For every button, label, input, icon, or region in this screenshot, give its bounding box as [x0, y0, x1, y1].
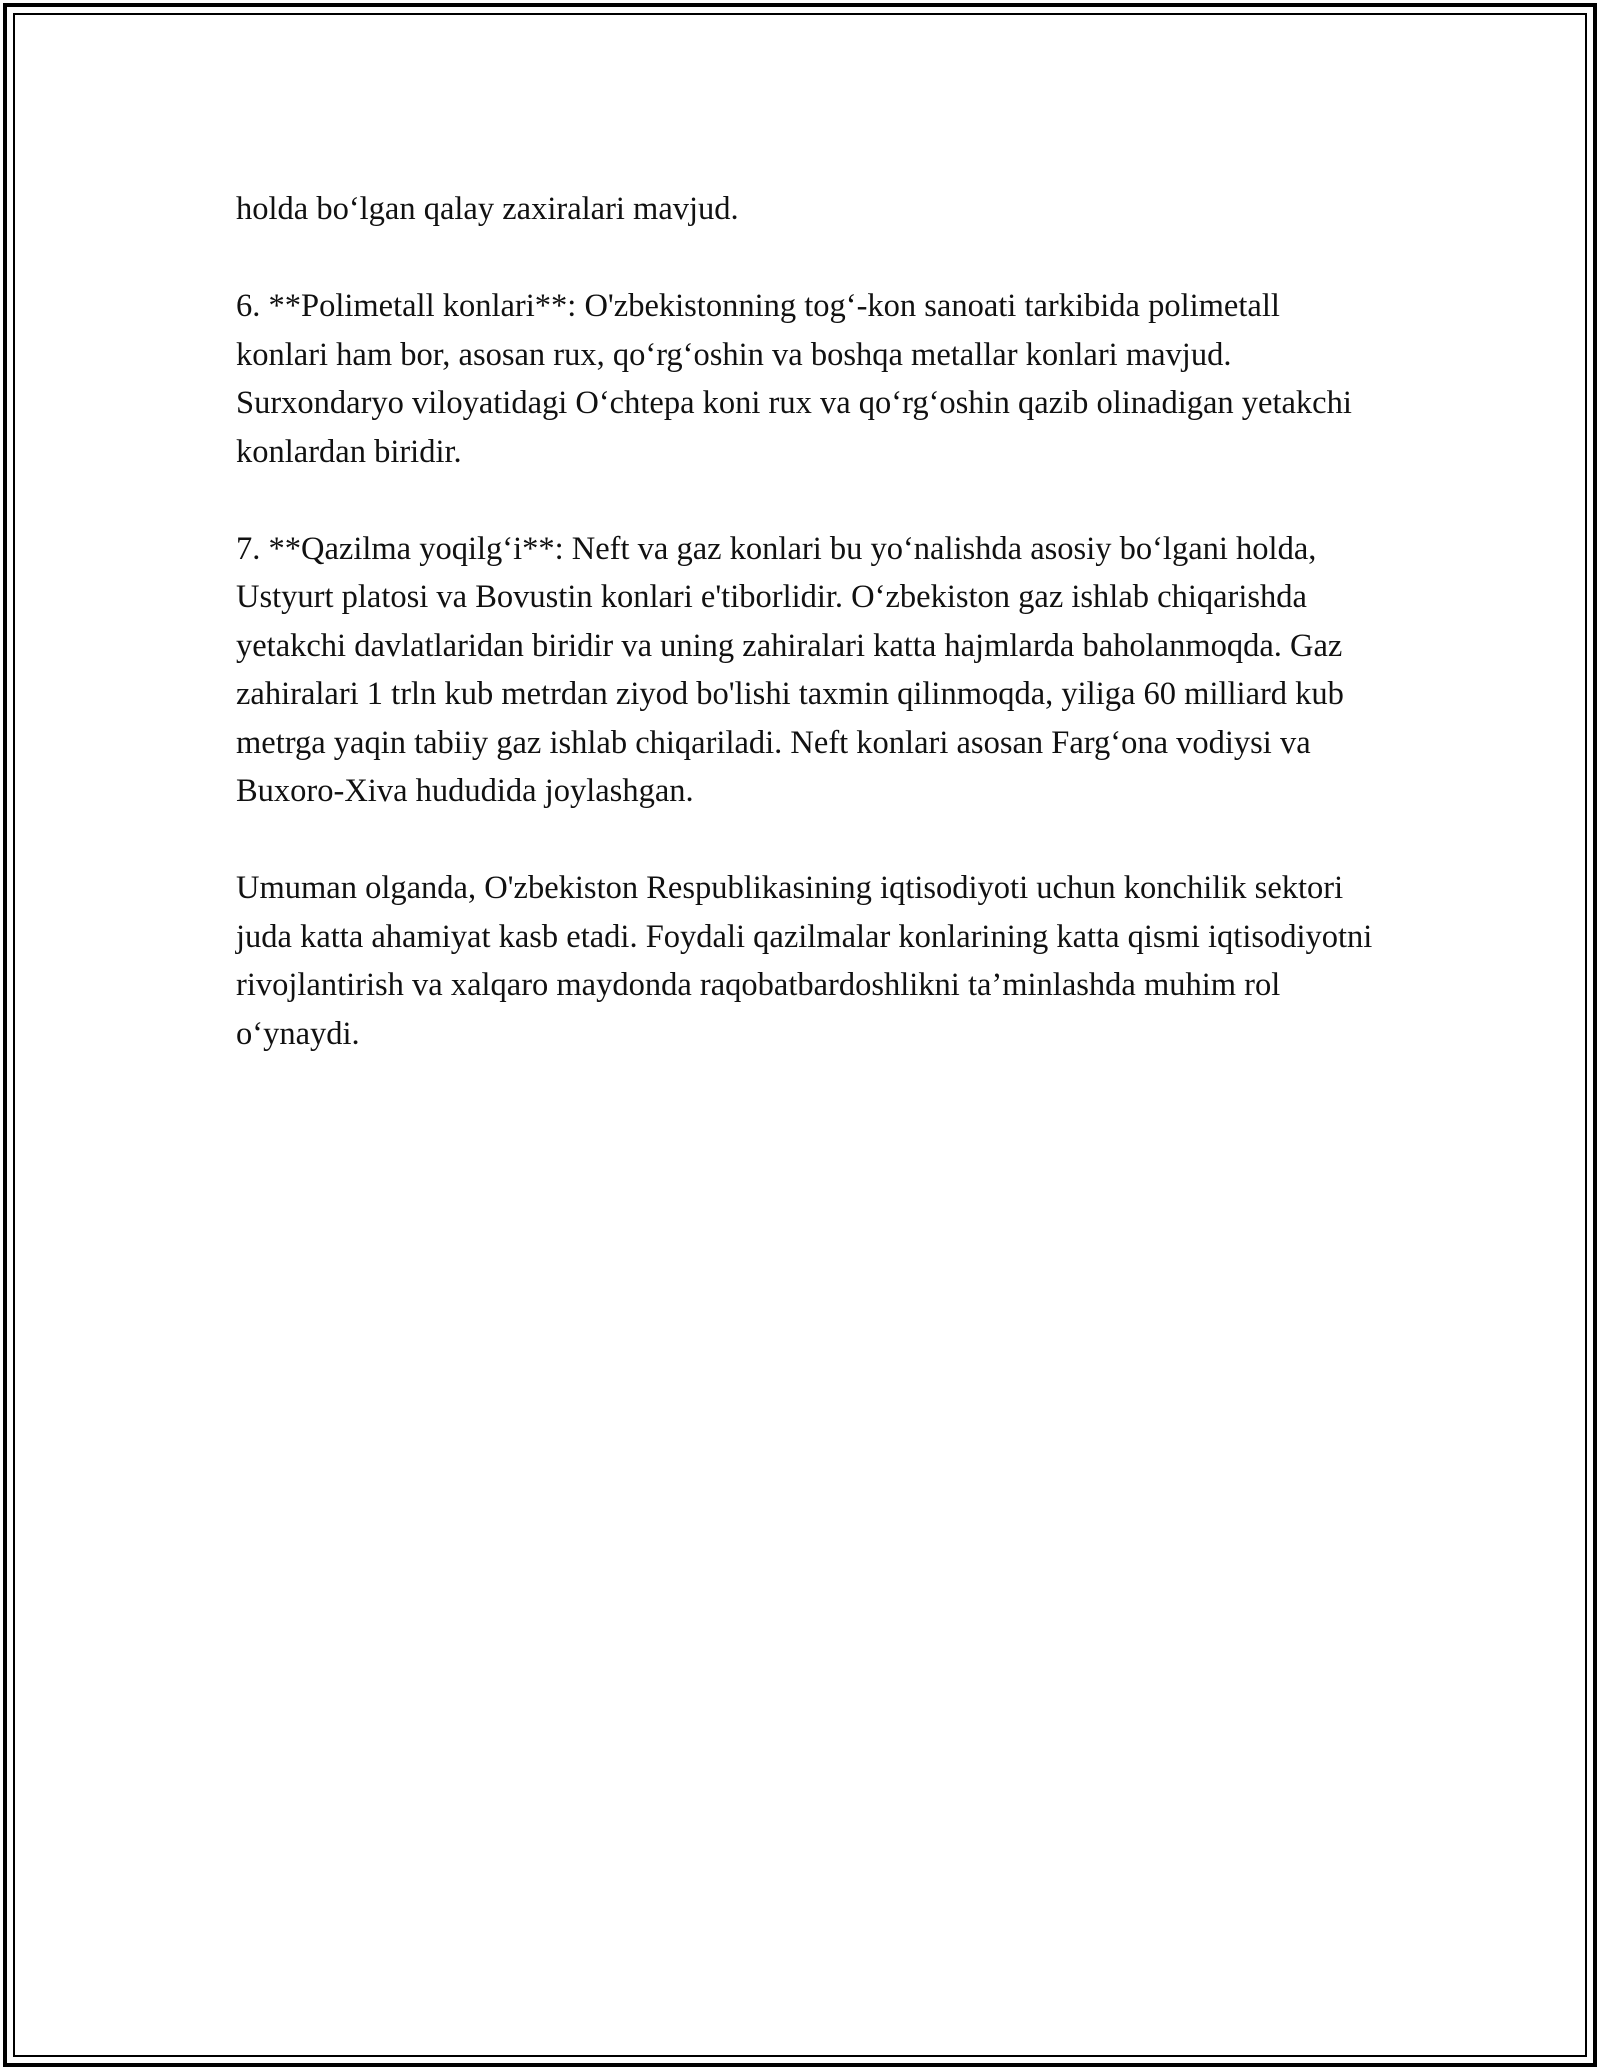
paragraph-continuation: holda bo‘lgan qalay zaxiralari mavjud.: [236, 191, 739, 227]
document-body: [236, 185, 1376, 1107]
paragraph-qazilma-yoqilgi: 7. **Qazilma yoqilg‘i**: Neft va gaz konlari bu yo‘nalishda asosiy bo‘lgani holda, Ustyurt platosi va Bovustin konlari e'tiborlidir. O‘zbekiston gaz ishlab chiqarishda yetakchi davlatlaridan biridir va uning zahiralari katta hajmlarda baholanmoqda. Gaz zahiralari 1 trln kub metrdan ziyod bo'lishi taxmin qilinmoqda, yiliga 60 milliard kub metrga yaqin tabiiy gaz ishlab chiqariladi. Neft konlari asosan Farg‘ona vodiysi va Buxoro-Xiva hududida joylashgan.: [236, 530, 1344, 809]
paragraph-conclusion: Umuman olganda, O'zbekiston Respublikasining iqtisodiyoti uchun konchilik sektori juda katta ahamiyat kasb etadi. Foydali qazilmalar konlarining katta qismi iqtisodiyotni rivojlantirish va xalqaro maydonda raqobatbardoshlikni ta’minlashda muhim rol o‘ynaydi.: [236, 870, 1373, 1052]
paragraph-polimetall: 6. **Polimetall konlari**: O'zbekistonning tog‘-kon sanoati tarkibida polimetall konlari ham bor, asosan rux, qo‘rg‘oshin va boshqa metallar konlari mavjud. Surxondaryo viloyatidagi O‘chtepa koni rux va qo‘rg‘oshin qazib olinadigan yetakchi konlardan biridir.: [236, 288, 1352, 470]
